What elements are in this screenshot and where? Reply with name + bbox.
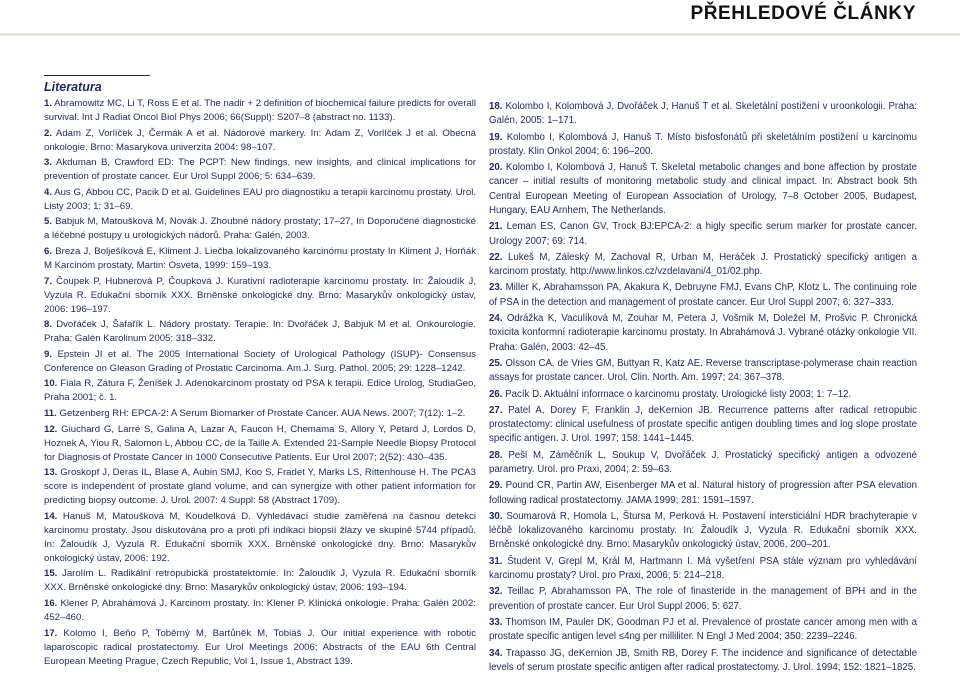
section-title: PŘEHLEDOVÉ ČLÁNKY — [690, 3, 916, 24]
reference-number: 22. — [489, 251, 503, 263]
reference-number: 17. — [44, 627, 58, 639]
reference-number: 25. — [489, 357, 503, 369]
header-divider — [0, 33, 960, 36]
reference-entry — [44, 407, 476, 421]
reference-entry — [44, 377, 476, 405]
reference-text: Kolombo I, Kolombová J, Hanuš T. Místo bisfosfonátů při skeletálním postižení u karcinomu prostaty. Klin Onkol 2004; 6: 196–200. — [489, 131, 917, 157]
reference-entry — [489, 100, 917, 129]
reference-entry — [44, 156, 476, 184]
reference-number: 27. — [489, 404, 503, 416]
reference-text: Klener P, Abrahámová J. Karcinom prostaty. In: Klener P. Klinická onkologie. Praha: Galén 2002: 452–460. — [44, 597, 476, 623]
reference-entry — [44, 97, 476, 125]
literature-divider — [44, 75, 150, 76]
page-header — [0, 0, 960, 34]
reference-text: Kolombo I, Kolombová J, Hanuš T. Skeletal metabolic changes and bone affection by prostate cancer – initial results of monitoring metabolic study and clinical impact. In: Abstract book 5th Central European Meeting of European Association of Urology, 7–8 October 2005, Budapest, Hungary, EAU Arnhem, The Netherlands. — [489, 162, 917, 216]
reference-text: Soumarová R, Homola L, Štursa M, Perková H. Postavení intersticiální HDR brachyterapie v léčbě lokalizovaného karcinomu prostaty. In: Žaloudík J, Vyzula R. Edukační sborník XXX. Brněnské onkologické dny. Brno: Masarykův onkologický ústav, 2006, 200–201. — [489, 510, 917, 551]
reference-entry — [44, 567, 476, 595]
reference-entry — [44, 348, 476, 376]
reference-text: Getzenberg RH: EPCA-2: A Serum Biomarker of Prostate Cancer. AUA News. 2007; 7(12): 1–2. — [56, 407, 466, 419]
reference-number: 26. — [489, 388, 503, 400]
reference-entry — [44, 627, 476, 669]
reference-text: Aus G, Abbou CC, Pacik D et al. Guidelines EAU pro diagnostiku a terapii karcinomu prostaty. Urol. Listy 2003; 1: 31–69. — [44, 186, 476, 212]
reference-number: 20. — [489, 162, 503, 174]
reference-entry — [489, 585, 917, 614]
reference-number: 7. — [44, 275, 53, 287]
reference-text: Miller K, Abrahamsson PA, Akakura K, Debruyne FMJ, Evans ChP, Klotz L. The continuing role of PSA in the detection and management of prostate cancer. Eur Urol Suppl 2007; 6: 327–333. — [489, 282, 917, 308]
reference-entry — [489, 161, 917, 218]
reference-entry — [44, 510, 476, 566]
reference-text: Dvořáček J, Šafařík L. Nádory prostaty. Terapie. In: Dvořáček J, Babjuk M et al. Onkourologie. Praha: Galén Karolinum 2005: 318–332. — [44, 319, 476, 345]
reference-number: 19. — [489, 131, 503, 143]
reference-number: 15. — [44, 568, 58, 580]
reference-text: Olsson CA, de Vries GM, Buttyan R, Katz AE. Reverse transcriptase-polymerase chain reaction assays for prostate cancer. Urol. Clin. North. Am. 1997; 24: 367–378. — [489, 357, 917, 384]
reference-number: 18. — [489, 101, 503, 112]
reference-text: Jarolím L. Radikální retropubická prostatektomie. In: Žaloudík J, Vyzula R. Edukační sborník XXX. Brněnské onkologické dny. Brno: Masarykův onkologický ústav, 2006: 193–194. — [44, 568, 476, 594]
reference-text: Leman ES, Canon GV, Trock BJ:EPCA-2: a higly specific serum marker for prostate cancer. Urology 2007; 69: 714. — [489, 221, 917, 247]
reference-text: Akduman B, Crawford ED: The PCPT: New findings, new insights, and clinical implications for prevention of prostate cancer. Eur Urol Suppl 2006; 5: 634–639. — [44, 157, 476, 183]
reference-text: Kolombo I, Kolombová J, Dvořáček J, Hanuš T et al. Skeletální postižení v uroonkologii. Praha: Galén, 2005: 1–171. — [489, 101, 917, 127]
reference-number: 3. — [44, 157, 53, 169]
reference-number: 34. — [489, 647, 503, 659]
reference-entry — [489, 357, 917, 386]
reference-entry — [489, 479, 917, 508]
reference-number: 30. — [489, 510, 503, 522]
references-column-left — [44, 97, 476, 670]
reference-number: 1. — [44, 98, 53, 109]
reference-text: Pacík D. Aktuální informace o karcinomu prostaty. Urologické listy 2003; 1: 7–12. — [502, 388, 852, 400]
reference-text: Trapasso JG, deKernion JB, Smith RB, Dorey F. The incidence and significance of detectable levels of serum prostate specific antigen after radical prostatectomy. J. Urol. 1994; 152: 1821–1825. — [489, 647, 917, 673]
reference-entry — [489, 404, 917, 447]
reference-entry — [489, 251, 917, 280]
reference-text: Lukeš M, Záleský M, Zachoval R, Urban M, Heráček J. Prostatický specifický antigen a karcinom prostaty. http://www.linkos.cz/vzdelavani/4_01/02.php. — [489, 251, 917, 278]
reference-text: Teillac P, Abrahamsson PA. The role of finasteride in the management of BPH and in the prevention of prostate cancer. Eur Urol Suppl 2006; 5: 627. — [489, 586, 917, 612]
reference-entry — [489, 220, 917, 249]
reference-text: Epstein JI et al. The 2005 International Society of Urological Pathology (ISUP)- Consensus Conference on Gleason Grading of Prostatic Carcinoma. Am.J. Surg. Pathol. 2005; 29: 1228–1242. — [44, 348, 476, 374]
reference-number: 31. — [489, 555, 503, 567]
reference-number: 16. — [44, 597, 58, 609]
reference-number: 33. — [489, 616, 503, 628]
reference-entry — [44, 318, 476, 346]
reference-entry — [44, 215, 476, 243]
reference-text: Študent V, Grepl M, Král M, Hartmann I. Má vyšetření PSA stále význam pro vyhledávání karcinomu prostaty? Urol. pro Praxi, 2006; 5: 214–218. — [489, 555, 917, 581]
reference-entry — [489, 647, 917, 676]
reference-entry — [489, 449, 917, 478]
reference-text: Patel A, Dorey F, Franklin J, deKernion JB. Recurrence patterns after radical retropubic prostatectomy: clinical usefulness of prostate specific antigen doubling times and log slope prostate specific antigen. J. Urol. 1997; 158: 1441–1445. — [489, 404, 917, 445]
reference-text: Breza J, Bolješíková E, Kliment J. Liečba lokalizovaného karcinómu prostaty In Kliment J, Horňák M Karcinóm prostaty, Martin: Osveta, 1999: 159–193. — [44, 245, 476, 271]
reference-entry — [489, 616, 917, 645]
reference-entry — [489, 510, 917, 553]
reference-text: Babjuk M, Matoušková M, Novák J. Zhoubné nádory prostaty; 17–27, In Doporučené diagnostické a léčebné postupy u urologických nádorů. Praha: Galén, 2003. — [44, 216, 476, 242]
reference-number: 8. — [44, 319, 53, 331]
reference-entry — [489, 555, 917, 584]
literature-heading: Literatura — [44, 80, 102, 94]
reference-text: Pound CR, Partin AW, Eisenberger MA et al. Natural history of progression after PSA elevation following radical prostatectomy. JAMA 1999; 281: 1591–1597. — [489, 480, 917, 506]
reference-entry — [44, 466, 476, 508]
reference-number: 10. — [44, 378, 58, 390]
reference-entry — [489, 131, 917, 160]
reference-text: Pešl M, Záměčník L, Soukup V, Dvořáček J. Prostatický specifický antigen a odvozené parametry. Urol. pro Praxi, 2004; 2: 59–63. — [489, 449, 917, 475]
reference-entry — [489, 388, 917, 402]
reference-number: 13. — [44, 467, 58, 479]
reference-number: 21. — [489, 221, 503, 233]
reference-number: 29. — [489, 480, 503, 492]
reference-number: 4. — [44, 186, 53, 198]
reference-text: Čoupek P, Hubnerová P, Čoupková J. Kurativní radioterapie karcinomu prostaty. In: Žaloudík J, Vyzula R. Edukační sborník XXX. Brněnské onkologické dny. Brno: Masarykův onkologický ústav, 2006: 196–197. — [44, 275, 476, 315]
reference-entry — [44, 245, 476, 273]
reference-number: 23. — [489, 282, 503, 294]
reference-text: Adam Z, Vorlíček J, Čermák A et al. Nádorové markery. In: Adam Z, Vorlíček J et al. Obecná onkologie. Brno: Masarykova univerzita 2004: 98–107. — [44, 127, 476, 153]
reference-number: 5. — [44, 216, 53, 228]
reference-text: Giuchard G, Larré S, Galina A, Lazar A, Faucon H, Chemama S, Allory Y, Petard J, Lordos D, Hoznek A, Yiou R, Salomon L, Abbou CC, de la Taille A. Extended 21-Sample Needle Biopsy Protocol for Diagnosis of Prostate Cancer in 1000 Consecutive Patients. Eur Urol 2007; 2(52): 430–435. — [44, 423, 476, 463]
reference-number: 9. — [44, 348, 53, 360]
references-column-right — [489, 100, 917, 677]
reference-number: 28. — [489, 449, 503, 461]
reference-text: Thomson IM, Pauler DK, Goodman PJ et al. Prevalence of prostate cancer among men with a prostate specific antigen level ≤4ng per milliliter. N Engl J Med 2004; 350: 2239–2246. — [489, 616, 917, 643]
reference-entry — [44, 597, 476, 625]
reference-entry — [489, 312, 917, 355]
reference-number: 12. — [44, 423, 58, 435]
reference-text: Fiala R, Zátura F, Ženíšek J. Adenokarcinom prostaty od PSA k terapii. Edice Urolog, StudiaGeo, Praha 2001; č. 1. — [44, 378, 476, 404]
reference-number: 11. — [44, 407, 57, 419]
reference-number: 24. — [489, 313, 503, 325]
reference-entry — [489, 281, 917, 310]
reference-number: 2. — [44, 127, 53, 139]
reference-entry — [44, 127, 476, 155]
reference-text: Abramowitz MC, Li T, Ross E et al. The nadir + 2 definition of biochemical failure predicts for overall survival. Int J Radiat Oncol Biol Phys 2006; 66(Suppl): S207–8 (abstract no. 1133). — [44, 98, 476, 123]
reference-text: Odrážka K, Vaculíková M, Zouhar M, Petera J, Vošmik M, Doležel M, Prošvic P. Chronická toxicita konformní radioterapie karcinomu prostaty. In Abrahámová J. Vybrané otázky onkologie VII. Praha: Galén, 2003: 42–45. — [489, 313, 917, 353]
reference-text: Groskopf J, Deras IL, Blase A, Aubin SMJ, Koo S, Fradet Y, Marks LS, Rittenhouse H. The PCA3 score is independent of prostate gland volume, and can synergize with other patient information for predicting biopsy outcome. J. Urol. 2007: 4 Suppl: 58 (Abstract 1709). — [44, 467, 476, 507]
reference-number: 14. — [44, 510, 58, 522]
reference-entry — [44, 186, 476, 214]
reference-entry — [44, 275, 476, 317]
reference-entry — [44, 423, 476, 465]
reference-text: Kolomo I, Beňo P, Toběrný M, Bartůněk M, Tobiáš J. Our initial experience with robotic laparoscopic radical prostatectomy. Eur Urol Meetings 2006; Abstracts of the EAU 6th Central European Meeting Prague, Czech Republic, Vol 1, Issue 1, Abstract 139. — [44, 627, 476, 667]
reference-number: 6. — [44, 245, 53, 257]
reference-text: Hanuš M, Matoušková M, Koudelková D. Vyhledávací studie zaměřená na časnou detekci karcinomu prostaty. Jsou diskutována pro a proti při indikaci biopsií žlázy ve skupině 5744 případů. In: Žaloudík J, Vyzula R. Edukační sborník XXX. Brněnské onkologické dny. Brno: Masarykův onkologický ústav, 2006: 192. — [44, 510, 476, 564]
reference-number: 32. — [489, 586, 503, 598]
